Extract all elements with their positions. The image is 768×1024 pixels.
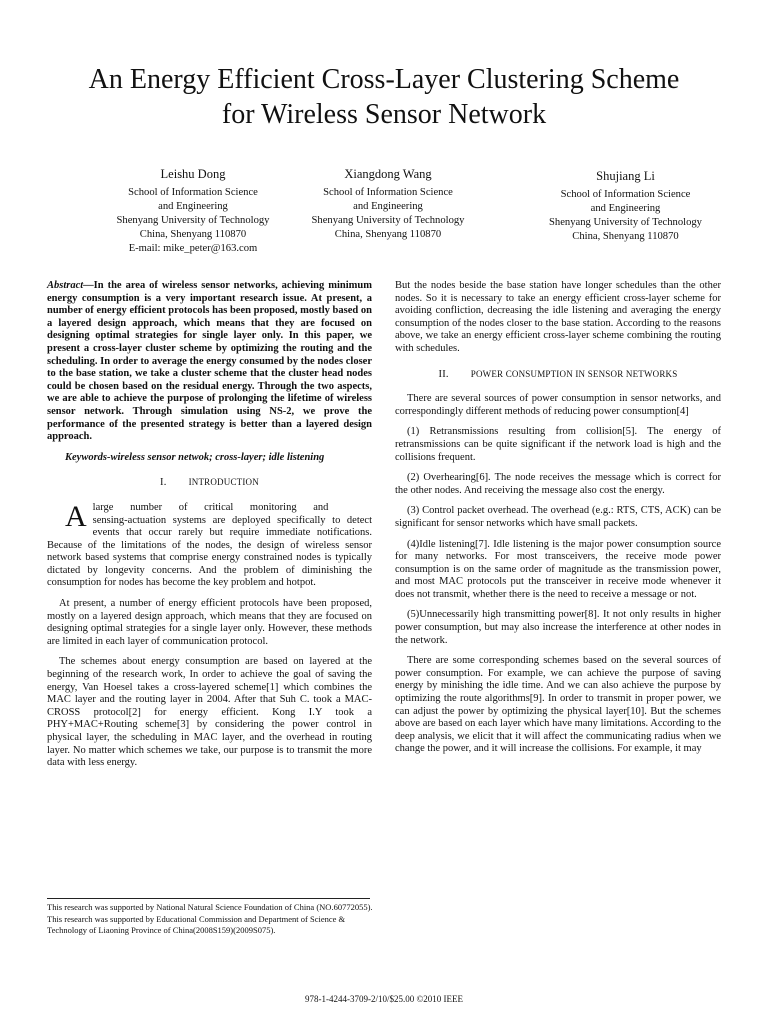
author-affiliation-line: Shenyang University of Technology [116,215,270,226]
author-email: E-mail: mike_peter@163.com [128,243,258,254]
right-column [395,280,721,764]
author-affiliation-line: School of Information Science [128,187,258,198]
section-heading-power-consumption [395,368,721,382]
author-affiliation-line: China, Shenyang 110870 [334,229,442,240]
footnote-1: This research was supported by National Natural Science Foundation of China (NO.60772055). [47,902,373,912]
footnote-divider [47,898,370,899]
section-heading-introduction [47,476,372,490]
right-paragraph-7: (5)Unnecessarily high transmitting power[8]. It not only results in higher power consumption, but may also increase the interference at other nodes in the network. [395,609,721,646]
author-affiliation-line: School of Information Science [323,187,453,198]
right-paragraph-6: (4)Idle listening[7]. Idle listening is the major power consumption source for many networks. For most transceivers, the receive mode power consumption is on the same order of magnitude as the transmission power, and most MAC protocols put the transceiver in receive mode whenever it does not transmit, whether there is the need to receive a message or not. [395,538,721,600]
page-footer: 978-1-4244-3709-2/10/$25.00 ©2010 IEEE [304,994,464,1004]
right-paragraph-5: (3) Control packet overhead. The overhead (e.g.: RTS, CTS, ACK) can be significant for sensor networks which have small packets. [395,505,721,529]
paper-title [30,62,738,132]
section-number: I. [160,477,167,489]
author-affiliation-line: and Engineering [353,201,423,212]
section-title: INTRODUCTION [188,477,259,488]
drop-cap: A [65,499,87,533]
right-paragraph-8: There are some corresponding schemes based on the several sources of power consumption. For example, we can achieve the purpose of saving energy by minishing the idle time. And we can also achieve the purpose by optimizing the route algorithms[9]. In order to transmit in proper power, we can adjust the power by optimizing the physical layer[10]. But the schemes above are based on each layer which have many limitations. According to the deep analysis, we elicit that it will affect the communicating radius when we change the power, and it will increase the collisions. For example, it may [395,655,721,755]
author-block-3 [518,168,733,244]
abstract-label: Abstract [47,280,84,291]
title-line-1: An Energy Efficient Cross-Layer Clustering Scheme [88,64,680,95]
right-paragraph-2: There are several sources of power consumption in sensor networks, and correspondingly different methods of reducing power consumption[4] [395,393,721,417]
author-affiliation-line: Shenyang University of Technology [549,217,702,228]
intro-first-line: large number of critical monitoring and [92,501,329,513]
intro-paragraph-1 [47,499,372,590]
footnotes [47,902,377,938]
author-name: Shujiang Li [596,169,655,183]
intro-paragraph-1-text: sensing-actuation systems are deployed specifically to detect events that occur rarely but require immediate notifications. Because of the limitations of the nodes, the design of wireless sensor network based systems that comprise energy constrained nodes is typically dictated by longevity concerns. And the problem of diminishing the consumption for nodes has become the key problem and hotpot. [47,514,372,589]
section-number: II. [438,368,449,380]
author-name: Xiangdong Wang [344,167,432,181]
title-line-2: for Wireless Sensor Network [221,99,547,130]
author-block-2 [286,166,490,242]
right-paragraph-3: (1) Retransmissions resulting from collision[5]. The energy of retransmissions can be quite significant if the network load is high and the collisions frequent. [395,426,721,463]
right-paragraph-1: But the nodes beside the base station have longer schedules than the other nodes. So it is necessary to take an energy efficient cross-layer scheme for avoiding confliction, decreasing the idle listening and averaging the energy consumption of the nodes closer to the base station. According to the reasons above, we take an energy efficient cross-layer scheme combining the routing with schedules. [395,280,721,354]
footnote-2: This research was supported by Educational Commission and Department of Science & Technology of Liaoning Province of China(2008S159)(2009S075). [47,914,346,936]
abstract-text: —In the area of wireless sensor networks, achieving minimum energy consumption is a very important research issue. At present, a number of energy efficient protocols has been proposed, mostly based on a layered design approach, which means that they are focused on designing optimal strategies for single layer only. In this paper, we present a cross-layer cluster scheme by optimizing the routing and the scheduling. In order to average the energy consumed by the nodes closer to the base station, we take a cluster scheme that the cluster head nodes could be chosen based on the residual energy. Through the two aspects, we are able to achieve the purpose of prolonging the lifetime of wireless sensor network. Through simulation using NS-2, we prove the performance of the presented strategy is better than a layered design approach. [47,280,372,443]
author-affiliation-line: China, Shenyang 110870 [139,229,247,240]
author-block-1 [85,166,301,256]
section-title: POWER CONSUMPTION IN SENSOR NETWORKS [470,368,678,379]
right-paragraph-4: (2) Overhearing[6]. The node receives the message which is correct for the other nodes. And receiving the message also cost the energy. [395,472,721,496]
intro-paragraph-2: At present, a number of energy efficient protocols have been proposed, mostly on a layered design approach, which means that they are focused on designing optimal strategies for a single layer only. However, these methods are limited in each layer of communication protocol. [47,598,372,647]
author-affiliation-line: School of Information Science [560,189,691,200]
left-column [47,280,372,778]
author-affiliation-line: China, Shenyang 110870 [572,231,679,242]
keywords: Keywords-wireless sensor netwok; cross-layer; idle listening [65,451,325,463]
abstract [47,280,372,444]
intro-paragraph-3: The schemes about energy consumption are based on layered at the beginning of the research work, In order to achieve the goal of saving the energy, Van Hoesel takes a cross-layered scheme[1] which combines the MAC layer and the routing layer in 2004. After that Suh C. took a MAC-CROSS protocol[2] for energy efficient. Kong I.Y took a PHY+MAC+Routing scheme[3] by considering the power control in physical layer, the scheduling in MAC layer, and the overhead in routing layer. No matter which schemes we take, our purpose is to transmit the more data with less energy. [47,656,372,769]
author-affiliation-line: and Engineering [158,201,228,212]
author-name: Leishu Dong [160,167,226,181]
author-affiliation-line: Shenyang University of Technology [311,215,465,226]
author-affiliation-line: and Engineering [590,203,661,214]
